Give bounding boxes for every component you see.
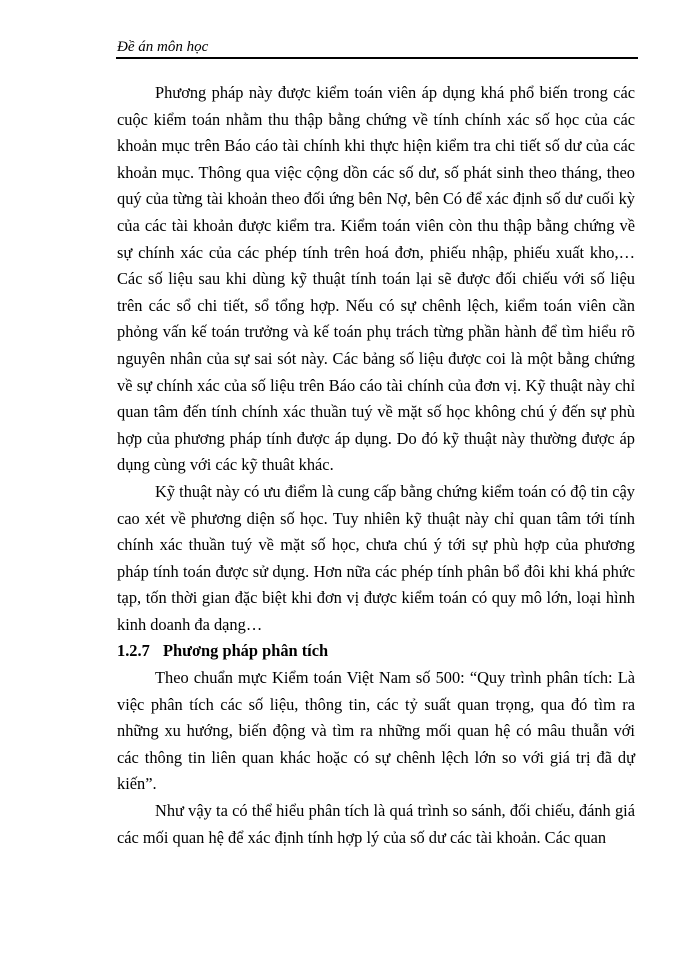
page-header: Đề án môn học <box>117 39 209 55</box>
section-number: 1.2.7 <box>117 641 150 661</box>
document-body <box>117 80 635 851</box>
paragraph-advantages: Kỹ thuật này có ưu điểm là cung cấp bằng chứng kiểm toán có độ tin cậy cao xét về phương diện số học. Tuy nhiên kỹ thuật này chỉ quan tâm tới tính chính xác thuần tuý về mặt số học, chưa chú ý tới sự phù hợp của phương pháp tính toán được sử dụng. Hơn nữa các phép tính phân bổ đôi khi khá phức tạp, tốn thời gian đặc biệt khi đơn vị được kiểm toán có quy mô lớn, loại hình kinh doanh đa dạng… <box>117 481 635 634</box>
paragraph-calculation-method: Phương pháp này được kiểm toán viên áp dụng khá phổ biến trong các cuộc kiểm toán nhằm thu thập bằng chứng về tính chính xác số học của các khoản mục trên Báo cáo tài chính khi thực hiện kiểm tra chi tiết số dư của các khoản mục. Thông qua việc cộng dồn các số dư, số phát sinh theo tháng, theo quý của từng tài khoản theo đối ứng bên Nợ, bên Có để xác định số dư cuối kỳ của các tài khoản được kiểm tra. Kiểm toán viên còn thu thập bằng chứng về sự chính xác của các phép tính trên hoá đơn, phiếu nhập, phiếu xuất kho,… Các số liệu sau khi dùng kỹ thuật tính toán lại sẽ được đối chiếu với số liệu trên các sổ chi tiết, sổ tổng hợp. Nếu có sự chênh lệch, kiểm toán viên cần phỏng vấn kế toán trưởng và kế toán phụ trách từng phần hành để tìm hiểu rõ nguyên nhân của sự sai sót này. Các bảng số liệu được coi là một bằng chứng về sự chính xác của số liệu trên Báo cáo tài chính của đơn vị. Kỹ thuật này chỉ quan tâm đến tính chính xác thuần tuý về mặt số học không chú ý đến sự phù hợp của phương pháp tính được áp dụng. Do đó kỹ thuật này thường được áp dụng cùng với các kỹ thuât khác. <box>117 83 635 475</box>
section-title: Phương pháp phân tích <box>163 641 329 661</box>
header-divider <box>116 57 638 59</box>
section-heading <box>117 638 635 665</box>
paragraph-standard-definition: Theo chuẩn mực Kiểm toán Việt Nam số 500: “Quy trình phân tích: Là việc phân tích các số liệu, thông tin, các tỷ suất quan trọng, qua đó tìm ra những xu hướng, biến động và tìm ra những mối quan hệ có mâu thuẫn với các thông tin liên quan khác hoặc có sự chênh lệch lớn so với giá trị đã dự kiến”. <box>117 668 635 794</box>
paragraph-analysis-explanation: Như vậy ta có thể hiểu phân tích là quá trình so sánh, đối chiếu, đánh giá các mối quan hệ để xác định tính hợp lý của số dư các tài khoản. Các quan <box>117 801 635 847</box>
